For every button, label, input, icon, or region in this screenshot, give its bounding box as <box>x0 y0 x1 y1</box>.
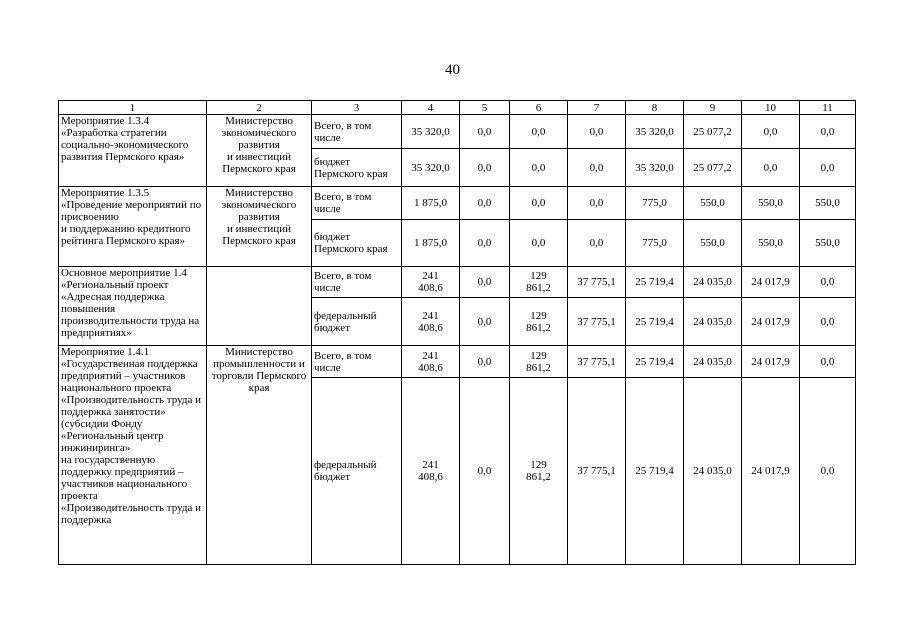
table-row <box>59 267 856 298</box>
amount-cell: 775,0 <box>626 220 684 267</box>
amount-cell: 24 035,0 <box>684 346 742 378</box>
amount-cell: 0,0 <box>800 378 856 565</box>
amount-cell: 0,0 <box>568 149 626 187</box>
header-cell: 11 <box>800 101 856 115</box>
amount-cell: 25 077,2 <box>684 149 742 187</box>
amount-cell: 550,0 <box>684 187 742 220</box>
executor-cell: Министерство экономического развития и инвестиций Пермского края <box>207 187 312 267</box>
funding-source-cell: Всего, в том числе <box>312 346 402 378</box>
amount-cell: 0,0 <box>742 149 800 187</box>
amount-cell: 1 875,0 <box>402 220 460 267</box>
amount-cell: 0,0 <box>460 298 510 346</box>
header-cell: 2 <box>207 101 312 115</box>
funding-source-cell: Всего, в том числе <box>312 187 402 220</box>
amount-cell: 0,0 <box>460 220 510 267</box>
amount-cell: 25 719,4 <box>626 267 684 298</box>
amount-cell: 129 861,2 <box>510 378 568 565</box>
amount-cell: 37 775,1 <box>568 267 626 298</box>
amount-cell: 241 408,6 <box>402 267 460 298</box>
header-cell: 3 <box>312 101 402 115</box>
amount-cell: 550,0 <box>800 220 856 267</box>
amount-cell: 550,0 <box>800 187 856 220</box>
funding-source-cell: Всего, в том числе <box>312 267 402 298</box>
header-cell: 7 <box>568 101 626 115</box>
amount-cell: 24 017,9 <box>742 298 800 346</box>
table-row <box>59 187 856 220</box>
measure-name-cell: Основное мероприятие 1.4 «Региональный проект «Адресная поддержка повышения производительности труда на предприятиях» <box>59 267 207 346</box>
amount-cell: 241 408,6 <box>402 346 460 378</box>
amount-cell: 25 719,4 <box>626 298 684 346</box>
amount-cell: 35 320,0 <box>626 149 684 187</box>
amount-cell: 24 017,9 <box>742 346 800 378</box>
measure-name-cell: Мероприятие 1.3.5 «Проведение мероприятий по присвоению и поддержанию кредитного рейтинга Пермского края» <box>59 187 207 267</box>
amount-cell: 241 408,6 <box>402 378 460 565</box>
header-cell: 10 <box>742 101 800 115</box>
amount-cell: 775,0 <box>626 187 684 220</box>
amount-cell: 35 320,0 <box>626 115 684 149</box>
amount-cell: 0,0 <box>460 267 510 298</box>
measure-name-cell: Мероприятие 1.4.1 «Государственная поддержка предприятий – участников национального проекта «Производительность труда и поддержка занятости» (субсидии Фонду «Региональный центр инжиниринга» на государственную поддержку предприятий – участников национального проекта «Производительность труда и поддержка <box>59 346 207 565</box>
amount-cell: 35 320,0 <box>402 115 460 149</box>
amount-cell: 24 035,0 <box>684 267 742 298</box>
amount-cell: 0,0 <box>510 149 568 187</box>
amount-cell: 25 719,4 <box>626 346 684 378</box>
funding-source-cell: федеральный бюджет <box>312 378 402 565</box>
amount-cell: 550,0 <box>742 187 800 220</box>
amount-cell: 37 775,1 <box>568 346 626 378</box>
executor-cell: Министерство экономического развития и инвестиций Пермского края <box>207 115 312 187</box>
budget-table <box>58 100 856 565</box>
amount-cell: 0,0 <box>510 220 568 267</box>
amount-cell: 0,0 <box>460 378 510 565</box>
amount-cell: 0,0 <box>460 149 510 187</box>
amount-cell: 0,0 <box>568 115 626 149</box>
executor-cell: Министерство промышленности и торговли Пермского края <box>207 346 312 565</box>
header-cell: 6 <box>510 101 568 115</box>
amount-cell: 0,0 <box>510 187 568 220</box>
amount-cell: 0,0 <box>460 115 510 149</box>
measure-name-cell: Мероприятие 1.3.4 «Разработка стратегии социально-экономического развития Пермского края» <box>59 115 207 187</box>
amount-cell: 0,0 <box>800 267 856 298</box>
amount-cell: 0,0 <box>460 346 510 378</box>
amount-cell: 0,0 <box>800 346 856 378</box>
amount-cell: 24 017,9 <box>742 378 800 565</box>
table-row <box>59 346 856 378</box>
amount-cell: 129 861,2 <box>510 267 568 298</box>
amount-cell: 129 861,2 <box>510 346 568 378</box>
funding-source-cell: бюджет Пермского края <box>312 149 402 187</box>
executor-cell <box>207 267 312 346</box>
funding-source-cell: федеральный бюджет <box>312 298 402 346</box>
table-row <box>59 115 856 149</box>
amount-cell: 129 861,2 <box>510 298 568 346</box>
header-cell: 1 <box>59 101 207 115</box>
amount-cell: 0,0 <box>568 187 626 220</box>
amount-cell: 550,0 <box>684 220 742 267</box>
funding-source-cell: бюджет Пермского края <box>312 220 402 267</box>
header-cell: 9 <box>684 101 742 115</box>
header-cell: 8 <box>626 101 684 115</box>
header-row <box>59 101 856 115</box>
page-number: 40 <box>445 62 460 78</box>
amount-cell: 24 035,0 <box>684 298 742 346</box>
amount-cell: 24 035,0 <box>684 378 742 565</box>
header-cell: 5 <box>460 101 510 115</box>
amount-cell: 0,0 <box>510 115 568 149</box>
amount-cell: 25 719,4 <box>626 378 684 565</box>
amount-cell: 0,0 <box>568 220 626 267</box>
amount-cell: 0,0 <box>742 115 800 149</box>
amount-cell: 0,0 <box>460 187 510 220</box>
amount-cell: 0,0 <box>800 149 856 187</box>
amount-cell: 1 875,0 <box>402 187 460 220</box>
amount-cell: 241 408,6 <box>402 298 460 346</box>
amount-cell: 0,0 <box>800 115 856 149</box>
funding-source-cell: Всего, в том числе <box>312 115 402 149</box>
header-cell: 4 <box>402 101 460 115</box>
amount-cell: 35 320,0 <box>402 149 460 187</box>
amount-cell: 25 077,2 <box>684 115 742 149</box>
amount-cell: 550,0 <box>742 220 800 267</box>
amount-cell: 0,0 <box>800 298 856 346</box>
amount-cell: 24 017,9 <box>742 267 800 298</box>
amount-cell: 37 775,1 <box>568 298 626 346</box>
amount-cell: 37 775,1 <box>568 378 626 565</box>
